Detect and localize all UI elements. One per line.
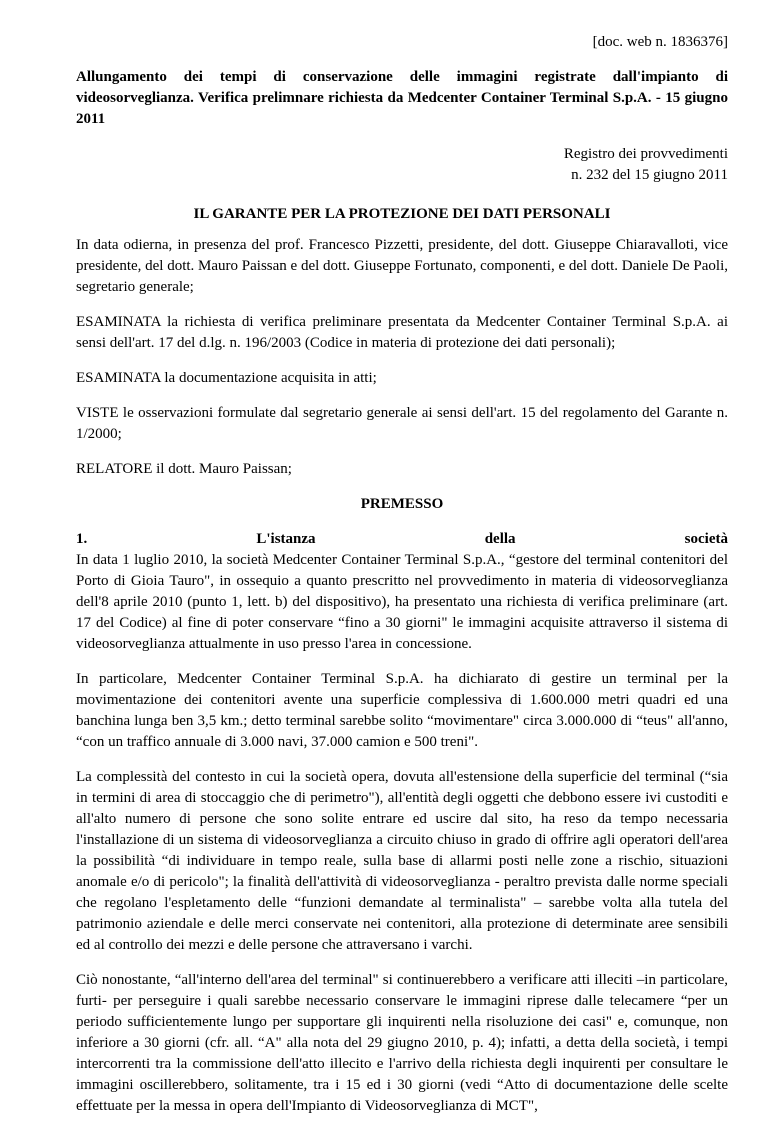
intro-paragraph-3: ESAMINATA la documentazione acquisita in atti;: [76, 370, 377, 386]
authority-heading: IL GARANTE PER LA PROTEZIONE DEI DATI PERSONALI: [193, 206, 611, 222]
section-1-paragraph-1: In data 1 luglio 2010, la società Medcenter Container Terminal S.p.A., “gestore del terminal contenitori del Porto di Gioia Tauro", in ossequio a quanto prescritto nel provvedimento in materia di videosorveglianza dell'8 aprile 2010 (punto 1, lett. b) del dispositivo), ha presentato una richiesta di verifica preliminare (art. 17 del Codice) al fine di poter conservare “fino a 30 giorni" le immagini acquisite attraverso il sistema di videosorveglianza attualmente in uso presso l'area in concessione.: [76, 552, 728, 652]
section-1-number: 1.: [76, 531, 88, 547]
intro-paragraph-1: In data odierna, in presenza del prof. Francesco Pizzetti, presidente, del dott. Giuseppe Chiaravalloti, vice presidente, del dott. Mauro Paissan e del dott. Giuseppe Fortunato, componenti, e del dott. Daniele De Paoli, segretario generale;: [76, 237, 728, 295]
register-line-1: Registro dei provvedimenti: [563, 146, 728, 162]
section-1-word-istanza: L'istanza: [256, 531, 316, 547]
document-page: [76, 32, 728, 1131]
document-reference: [doc. web n. 1836376]: [592, 34, 728, 50]
section-1-paragraph-4: Ciò nonostante, “all'interno dell'area del terminal" si continuerebbero a verificare atti illeciti –in particolare, furti- per perseguire i quali sarebbe necessario conservare le immagini riprese dalle telecamere “per un periodo sufficientemente lungo per supportare gli inquirenti nella risoluzione dei casi" e, comunque, non inferiore a 30 giorni (cfr. all. “A" alla nota del 29 giugno 2010, p. 4); infatti, a detta della società, i tempi intercorrenti tra la commissione dell'atto illecito e l'arrivo della richiesta degli inquirenti per consultare le immagini oscillerebbero, solitamente, tra i 15 ed i 30 giorni (vedi “Atto di documentazione delle scelte effettuate per la messa in opera dell'Impianto di Videosorveglianza di MCT",: [76, 972, 728, 1114]
intro-paragraph-5: RELATORE il dott. Mauro Paissan;: [76, 461, 292, 477]
intro-paragraph-4: VISTE le osservazioni formulate dal segretario generale ai sensi dell'art. 15 del regolamento del Garante n. 1/2000;: [76, 405, 728, 442]
section-1-paragraph-3: La complessità del contesto in cui la società opera, dovuta all'estensione della superficie del terminal (“sia in termini di area di stoccaggio che di perimetro"), all'entità degli oggetti che debbono essere ivi custoditi e all'alto numero di persone che sono solite entrare ed uscire dal sito, ha reso da tempo necessaria l'installazione di un sistema di videosorveglianza a circuito chiuso in grado di offrire agli operatori dell'area la possibilità “di individuare in tempo reale, sulla base di allarmi posti nelle zone a rischio, situazioni anomale e/o di pericolo"; la finalità dell'attività di videosorveglianza - peraltro prevista dalle norme speciali che regolano l'espletamento delle “funzioni demandate al terminalista" – sarebbe volta alla tutela del patrimonio aziendale e delle merci conservate nei contenitori, alla protezione di determinate aree sensibili ed al controllo dei mezzi e delle persone che attraversano i varchi.: [76, 769, 728, 953]
register-info: [76, 144, 728, 186]
section-1-word-della: della: [484, 531, 516, 547]
register-line-2: n. 232 del 15 giugno 2011: [571, 167, 728, 183]
premesso-heading: PREMESSO: [360, 496, 444, 512]
section-1-title: [76, 529, 728, 550]
section-1-word-societa: società: [684, 531, 728, 547]
section-1-paragraph-2: In particolare, Medcenter Container Terminal S.p.A. ha dichiarato di gestire un terminal per la movimentazione dei contenitori avente una superficie complessiva di 1.600.000 metri quadri ed una banchina lunga ben 3,5 km.; detto terminal sarebbe solito “movimentare" circa 3.000.000 di “teus" all'anno, “con un traffico annuale di 3.000 navi, 37.000 camion e 500 treni".: [76, 671, 728, 750]
intro-paragraph-2: ESAMINATA la richiesta di verifica preliminare presentata da Medcenter Container Terminal S.p.A. ai sensi dell'art. 17 del d.lg. n. 196/2003 (Codice in materia di protezione dei dati personali);: [76, 314, 728, 351]
document-title: Allungamento dei tempi di conservazione delle immagini registrate dall'impianto di videosorveglianza. Verifica prelimnare richiesta da Medcenter Container Terminal S.p.A. - 15 giugno 2011: [76, 69, 728, 127]
